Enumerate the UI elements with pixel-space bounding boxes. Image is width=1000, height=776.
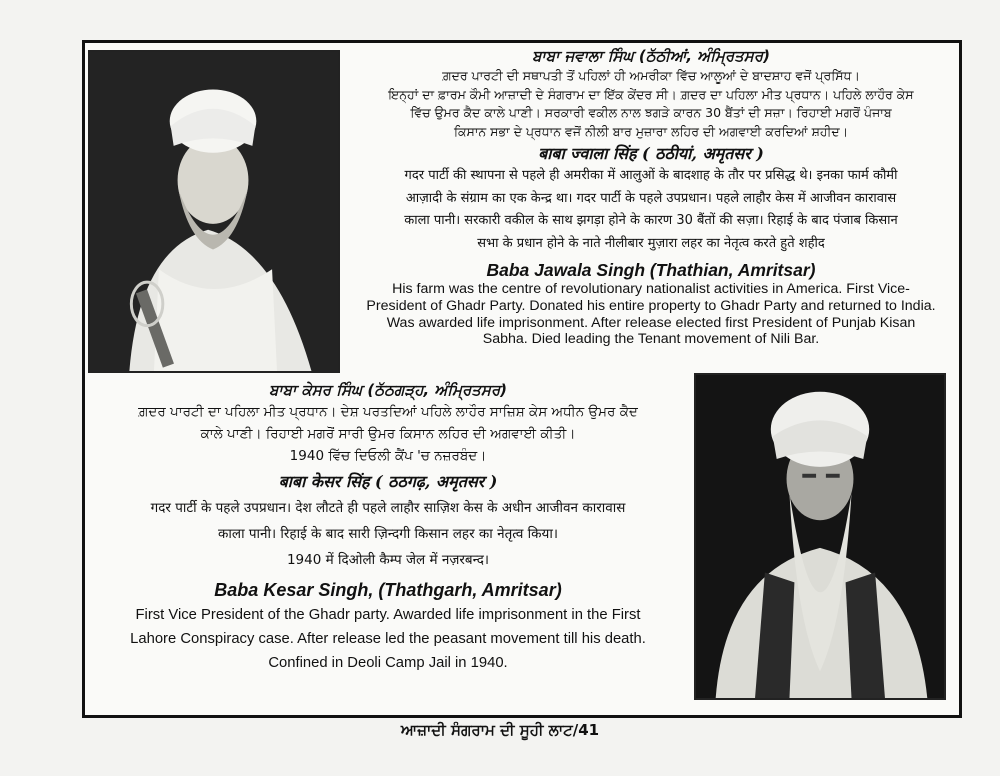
english-line: Sabha. Died leading the Tenant movement of Nili Bar. xyxy=(482,331,820,348)
portrait-kesar-singh xyxy=(694,373,946,700)
english-line: Lahore Conspiracy case. After release led the peasant movement till his death. xyxy=(130,631,646,647)
portrait-jawala-singh xyxy=(88,50,340,373)
english-line: Was awarded life imprisonment. After release elected first President of Punjab Kisan xyxy=(386,314,916,331)
punjabi-title: ਬਾਬਾ ਜਵਾਲਾ ਸਿੰਘ (ਠੱਠੀਆਂ, ਅੰਮ੍ਰਿਤਸਰ) xyxy=(532,47,770,65)
hindi-line: काला पानी। सरकारी वकील के साथ झगड़ा होने के कारण 30 बैंतों की सज़ा। रिहाई के बाद पंजाब किसान xyxy=(404,213,898,229)
hindi-line: गदर पार्टी के पहले उपप्रधान। देश लौटते ही पहले लाहौर साज़िश केस के अधीन आजीवन कारावास xyxy=(150,500,626,516)
hindi-line: 1940 में दिओली कैम्प जेल में नज़रबन्द। xyxy=(286,552,490,568)
punjabi-line: ਕਿਸਾਨ ਸਭਾ ਦੇ ਪ੍ਰਧਾਨ ਵਜੋਂ ਨੀਲੀ ਬਾਰ ਮੁਜ਼ਾਰਾ ਲਹਿਰ ਦੀ ਅਗਵਾਈ ਕਰਦਿਆਂ ਸ਼ਹੀਦ। xyxy=(453,123,849,139)
english-line: His farm was the centre of revolutionary nationalist activities in America. First Vice- xyxy=(392,281,910,298)
english-title: Baba Jawala Singh (Thathian, Amritsar) xyxy=(486,260,816,281)
page-footer: ਆਜ਼ਾਦੀ ਸੰਗਰਾਮ ਦੀ ਸੂਹੀ ਲਾਟ/41 xyxy=(400,721,600,739)
section-kesar-singh xyxy=(86,380,690,675)
english-line: President of Ghadr Party. Donated his entire property to Ghadr Party and returned to India. xyxy=(366,297,936,314)
punjabi-line: 1940 ਵਿੱਚ ਦਿਓਲੀ ਕੈਂਪ 'ਚ ਨਜ਼ਰਬੰਦ। xyxy=(289,448,487,464)
hindi-title: बाबा ज्वाला सिंह ( ठठीयां, अमृतसर ) xyxy=(538,144,764,164)
hindi-line: काला पानी। रिहाई के बाद सारी ज़िन्दगी किसान लहर का नेतृत्व किया। xyxy=(218,526,558,542)
english-title: Baba Kesar Singh, (Thathgarh, Amritsar) xyxy=(214,580,562,600)
english-line: First Vice President of the Ghadr party. Awarded life imprisonment in the First xyxy=(135,607,641,623)
punjabi-line: ਗ਼ਦਰ ਪਾਰਟੀ ਦੀ ਸਥਾਪਤੀ ਤੋਂ ਪਹਿਲਾਂ ਹੀ ਅਮਰੀਕਾ ਵਿੱਚ ਆਲੂਆਂ ਦੇ ਬਾਦਸ਼ਾਹ ਵਜੋਂ ਪ੍ਰਸਿੱਧ। xyxy=(442,68,860,83)
hindi-line: गदर पार्टी की स्थापना से पहले ही अमरीका में आलुओं के बादशाह के तौर पर प्रसिद्ध थे। इनका फार्म कौमी xyxy=(404,168,898,184)
hindi-line: आज़ादी के संग्राम का एक केन्द्र था। गदर पार्टी के पहले उपप्रधान। पहले लाहौर केस में आजीवन कारावास xyxy=(405,190,897,206)
punjabi-line: ਵਿੱਚ ਉਮਰ ਕੈਦ ਕਾਲੇ ਪਾਣੀ। ਸਰਕਾਰੀ ਵਕੀਲ ਨਾਲ ਝਗੜੇ ਕਾਰਨ 30 ਬੈਂਤਾਂ ਦੀ ਸਜ਼ਾ। ਰਿਹਾਈ ਮਗਰੋਂ ਪੰਜਾਬ xyxy=(410,105,892,121)
punjabi-line: ਕਾਲੇ ਪਾਣੀ। ਰਿਹਾਈ ਮਗਰੋਂ ਸਾਰੀ ਉਮਰ ਕਿਸਾਨ ਲਹਿਰ ਦੀ ਅਗਵਾਈ ਕੀਤੀ। xyxy=(200,426,576,442)
section-jawala-singh xyxy=(344,46,958,348)
hindi-line: सभा के प्रधान होने के नाते नीलीबार मुज़ारा लहर का नेतृत्व करते हुते शहीद xyxy=(477,235,825,251)
punjabi-line: ਇਨ੍ਹਾਂ ਦਾ ਫ਼ਾਰਮ ਕੌਮੀ ਆਜ਼ਾਦੀ ਦੇ ਸੰਗਰਾਮ ਦਾ ਇੱਕ ਕੇਂਦਰ ਸੀ। ਗ਼ਦਰ ਦਾ ਪਹਿਲਾ ਮੀਤ ਪ੍ਰਧਾਨ। ਪਹਿਲੇ ਲਾਹੌਰ ਕੇਸ xyxy=(388,86,914,102)
punjabi-line: ਗ਼ਦਰ ਪਾਰਟੀ ਦਾ ਪਹਿਲਾ ਮੀਤ ਪ੍ਰਧਾਨ। ਦੇਸ਼ ਪਰਤਦਿਆਂ ਪਹਿਲੇ ਲਾਹੌਰ ਸਾਜ਼ਿਸ਼ ਕੇਸ ਅਧੀਨ ਉਮਰ ਕੈਦ xyxy=(138,404,638,420)
english-line: Confined in Deoli Camp Jail in 1940. xyxy=(268,655,508,671)
punjabi-title: ਬਾਬਾ ਕੇਸਰ ਸਿੰਘ (ਠੱਠਗੜ੍ਹ, ਅੰਮ੍ਰਿਤਸਰ) xyxy=(268,381,508,399)
hindi-title: बाबा केसर सिंह ( ठठगढ़, अमृतसर ) xyxy=(278,472,498,491)
